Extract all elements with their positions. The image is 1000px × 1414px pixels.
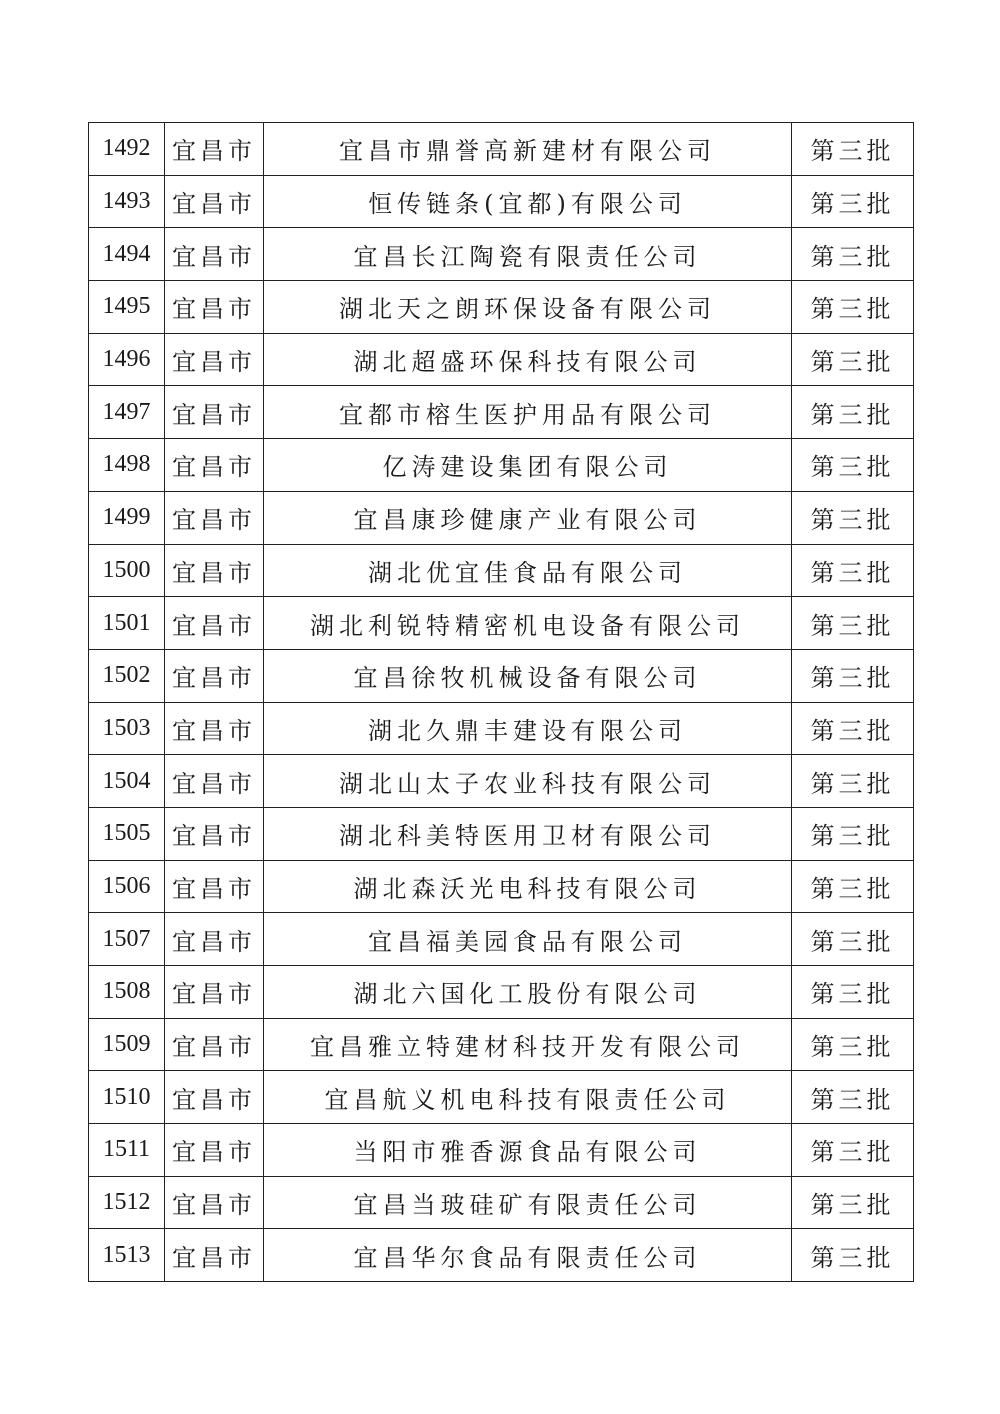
batch-cell: 第三批 xyxy=(792,807,914,860)
batch-cell: 第三批 xyxy=(792,386,914,439)
company-name-cell: 当阳市雅香源食品有限公司 xyxy=(264,1124,792,1177)
batch-cell: 第三批 xyxy=(792,439,914,492)
row-number-cell: 1500 xyxy=(89,544,165,597)
city-cell: 宜昌市 xyxy=(165,1176,264,1229)
company-name-cell: 湖北科美特医用卫材有限公司 xyxy=(264,807,792,860)
company-name-cell: 宜昌华尔食品有限责任公司 xyxy=(264,1229,792,1282)
company-name-cell: 湖北久鼎丰建设有限公司 xyxy=(264,702,792,755)
row-number-cell: 1502 xyxy=(89,649,165,702)
city-cell: 宜昌市 xyxy=(165,439,264,492)
city-cell: 宜昌市 xyxy=(165,860,264,913)
row-number-cell: 1494 xyxy=(89,228,165,281)
row-number-cell: 1508 xyxy=(89,966,165,1019)
company-list-table xyxy=(88,122,914,1282)
city-cell: 宜昌市 xyxy=(165,913,264,966)
company-name-cell: 湖北超盛环保科技有限公司 xyxy=(264,333,792,386)
row-number-cell: 1512 xyxy=(89,1176,165,1229)
city-cell: 宜昌市 xyxy=(165,755,264,808)
row-number-cell: 1503 xyxy=(89,702,165,755)
city-cell: 宜昌市 xyxy=(165,1229,264,1282)
company-name-cell: 宜都市榕生医护用品有限公司 xyxy=(264,386,792,439)
row-number-cell: 1506 xyxy=(89,860,165,913)
city-cell: 宜昌市 xyxy=(165,123,264,176)
table-row xyxy=(89,807,914,860)
city-cell: 宜昌市 xyxy=(165,386,264,439)
batch-cell: 第三批 xyxy=(792,1176,914,1229)
batch-cell: 第三批 xyxy=(792,123,914,176)
table-row xyxy=(89,1124,914,1177)
city-cell: 宜昌市 xyxy=(165,597,264,650)
company-name-cell: 湖北山太子农业科技有限公司 xyxy=(264,755,792,808)
row-number-cell: 1497 xyxy=(89,386,165,439)
batch-cell: 第三批 xyxy=(792,544,914,597)
table-row xyxy=(89,123,914,176)
city-cell: 宜昌市 xyxy=(165,544,264,597)
company-name-cell: 湖北优宜佳食品有限公司 xyxy=(264,544,792,597)
company-name-cell: 宜昌长江陶瓷有限责任公司 xyxy=(264,228,792,281)
table-row xyxy=(89,755,914,808)
city-cell: 宜昌市 xyxy=(165,966,264,1019)
row-number-cell: 1511 xyxy=(89,1124,165,1177)
batch-cell: 第三批 xyxy=(792,597,914,650)
city-cell: 宜昌市 xyxy=(165,1124,264,1177)
batch-cell: 第三批 xyxy=(792,1071,914,1124)
city-cell: 宜昌市 xyxy=(165,228,264,281)
city-cell: 宜昌市 xyxy=(165,649,264,702)
company-name-cell: 宜昌市鼎誉高新建材有限公司 xyxy=(264,123,792,176)
batch-cell: 第三批 xyxy=(792,860,914,913)
table-row xyxy=(89,966,914,1019)
row-number-cell: 1505 xyxy=(89,807,165,860)
table-row xyxy=(89,386,914,439)
company-name-cell: 宜昌福美园食品有限公司 xyxy=(264,913,792,966)
batch-cell: 第三批 xyxy=(792,228,914,281)
row-number-cell: 1510 xyxy=(89,1071,165,1124)
table-row xyxy=(89,1229,914,1282)
table-row xyxy=(89,1071,914,1124)
row-number-cell: 1513 xyxy=(89,1229,165,1282)
company-name-cell: 湖北森沃光电科技有限公司 xyxy=(264,860,792,913)
row-number-cell: 1498 xyxy=(89,439,165,492)
batch-cell: 第三批 xyxy=(792,966,914,1019)
city-cell: 宜昌市 xyxy=(165,1018,264,1071)
city-cell: 宜昌市 xyxy=(165,807,264,860)
city-cell: 宜昌市 xyxy=(165,1071,264,1124)
table-row xyxy=(89,1018,914,1071)
row-number-cell: 1496 xyxy=(89,333,165,386)
table-row xyxy=(89,281,914,334)
table-row xyxy=(89,439,914,492)
row-number-cell: 1504 xyxy=(89,755,165,808)
batch-cell: 第三批 xyxy=(792,1229,914,1282)
company-name-cell: 湖北利锐特精密机电设备有限公司 xyxy=(264,597,792,650)
city-cell: 宜昌市 xyxy=(165,175,264,228)
city-cell: 宜昌市 xyxy=(165,333,264,386)
table-row xyxy=(89,491,914,544)
company-name-cell: 宜昌当玻硅矿有限责任公司 xyxy=(264,1176,792,1229)
row-number-cell: 1495 xyxy=(89,281,165,334)
row-number-cell: 1492 xyxy=(89,123,165,176)
table-row xyxy=(89,333,914,386)
company-name-cell: 亿涛建设集团有限公司 xyxy=(264,439,792,492)
row-number-cell: 1507 xyxy=(89,913,165,966)
batch-cell: 第三批 xyxy=(792,649,914,702)
batch-cell: 第三批 xyxy=(792,913,914,966)
row-number-cell: 1493 xyxy=(89,175,165,228)
row-number-cell: 1499 xyxy=(89,491,165,544)
batch-cell: 第三批 xyxy=(792,333,914,386)
city-cell: 宜昌市 xyxy=(165,281,264,334)
batch-cell: 第三批 xyxy=(792,755,914,808)
city-cell: 宜昌市 xyxy=(165,702,264,755)
table-row xyxy=(89,597,914,650)
batch-cell: 第三批 xyxy=(792,175,914,228)
batch-cell: 第三批 xyxy=(792,702,914,755)
batch-cell: 第三批 xyxy=(792,1018,914,1071)
table-row xyxy=(89,649,914,702)
table-row xyxy=(89,1176,914,1229)
company-name-cell: 宜昌航义机电科技有限责任公司 xyxy=(264,1071,792,1124)
table-row xyxy=(89,175,914,228)
company-name-cell: 宜昌雅立特建材科技开发有限公司 xyxy=(264,1018,792,1071)
table-body xyxy=(89,123,914,1282)
company-name-cell: 宜昌康珍健康产业有限公司 xyxy=(264,491,792,544)
table-row xyxy=(89,228,914,281)
row-number-cell: 1501 xyxy=(89,597,165,650)
table-row xyxy=(89,702,914,755)
batch-cell: 第三批 xyxy=(792,281,914,334)
company-name-cell: 湖北六国化工股份有限公司 xyxy=(264,966,792,1019)
company-name-cell: 恒传链条(宜都)有限公司 xyxy=(264,175,792,228)
table-row xyxy=(89,860,914,913)
company-name-cell: 湖北天之朗环保设备有限公司 xyxy=(264,281,792,334)
company-name-cell: 宜昌徐牧机械设备有限公司 xyxy=(264,649,792,702)
batch-cell: 第三批 xyxy=(792,1124,914,1177)
table-row xyxy=(89,544,914,597)
batch-cell: 第三批 xyxy=(792,491,914,544)
table-row xyxy=(89,913,914,966)
city-cell: 宜昌市 xyxy=(165,491,264,544)
row-number-cell: 1509 xyxy=(89,1018,165,1071)
